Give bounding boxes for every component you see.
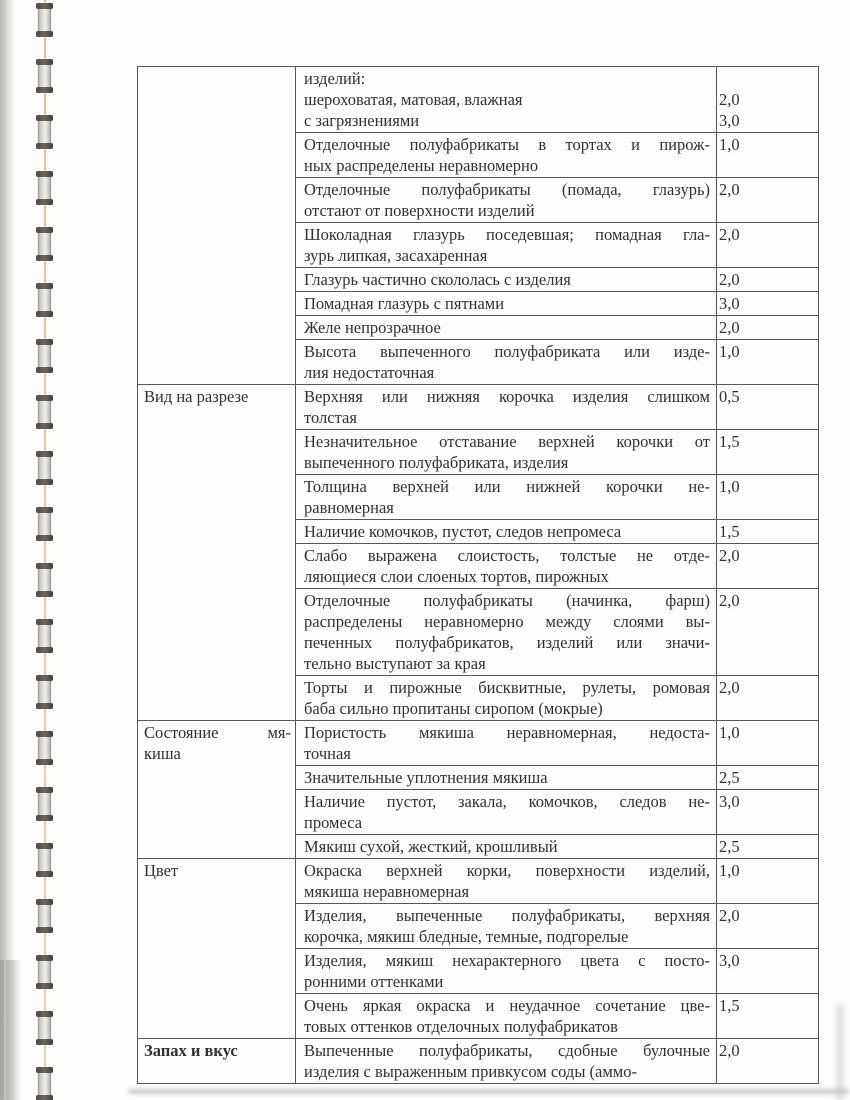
- scan-right-streak: [836, 1005, 844, 1100]
- defect-description-cell: [296, 67, 717, 133]
- binding-ring: [38, 845, 51, 875]
- category-cell-empty: [138, 67, 296, 385]
- binding-ring: [38, 677, 51, 707]
- category-label: киша: [144, 744, 181, 763]
- points-value: 1,0: [719, 723, 740, 742]
- defect-description-cell: [296, 133, 717, 178]
- defect-description-cell: [296, 676, 717, 721]
- desc-line: Отделочные полуфабрикаты в тортах и пирож-: [304, 135, 710, 154]
- points-value: 3,0: [719, 951, 740, 970]
- desc-line: выпеченного полуфабриката, изделия: [304, 453, 569, 472]
- points-cell: [717, 340, 819, 385]
- category-cell: [138, 385, 296, 721]
- desc-line: ных распределены неравномерно: [304, 156, 539, 175]
- desc-line: Изделия, выпеченные полуфабрикаты, верхняя: [304, 906, 710, 925]
- points-cell: [717, 835, 819, 859]
- binding-ring: [38, 621, 51, 651]
- desc-line: тельно выступают за края: [304, 654, 486, 673]
- points-cell: [717, 67, 819, 133]
- desc-line: распределены неравномерно между слоями вы-: [304, 612, 710, 631]
- desc-line: шероховатая, матовая, влажная: [304, 90, 523, 109]
- points-cell: [717, 544, 819, 589]
- points-value: 3,0: [719, 792, 740, 811]
- table-row: [138, 721, 819, 766]
- desc-line: Очень яркая окраска и неудачное сочетание цве-: [304, 996, 710, 1015]
- table-row: [138, 67, 819, 133]
- binding-ring: [38, 901, 51, 931]
- category-cell: [138, 859, 296, 1039]
- binding-ring: [38, 229, 51, 259]
- points-value: 2,5: [719, 837, 740, 856]
- points-cell: [717, 721, 819, 766]
- desc-line: Выпеченные полуфабрикаты, сдобные булочные: [304, 1041, 710, 1060]
- desc-line: Глазурь частично скололась с изделия: [304, 270, 571, 289]
- points-value: 1,0: [719, 477, 740, 496]
- points-value: 1,5: [719, 432, 740, 451]
- defect-description-cell: [296, 904, 717, 949]
- defect-description-cell: [296, 589, 717, 676]
- table-region: [137, 66, 820, 1093]
- points-cell: [717, 790, 819, 835]
- desc-line: с загрязнениями: [304, 111, 420, 130]
- points-cell: [717, 949, 819, 994]
- desc-line: толстая: [304, 408, 357, 427]
- points-cell: [717, 292, 819, 316]
- points-value: 3,0: [719, 111, 740, 130]
- desc-line: Значительные уплотнения мякиша: [304, 768, 548, 787]
- points-cell: [717, 994, 819, 1039]
- binding-ring: [38, 173, 51, 203]
- points-cell: [717, 133, 819, 178]
- desc-line: Помадная глазурь с пятнами: [304, 294, 505, 313]
- desc-line: Торты и пирожные бисквитные, рулеты, ромовая: [304, 678, 710, 697]
- defect-description-cell: [296, 790, 717, 835]
- desc-line: Желе непрозрачное: [304, 318, 441, 337]
- binding-ring: [38, 397, 51, 427]
- binding-ring: [38, 117, 51, 147]
- desc-line: баба сильно пропитаны сиропом (мокрые): [304, 699, 603, 718]
- points-cell: [717, 430, 819, 475]
- desc-line: Незначительное отставание верхней корочки от: [304, 432, 710, 451]
- category-label: Вид на разрезе: [144, 387, 249, 406]
- binding-ring: [38, 733, 51, 763]
- points-cell: [717, 589, 819, 676]
- defect-description-cell: [296, 223, 717, 268]
- table-row: [138, 859, 819, 904]
- points-cell: [717, 178, 819, 223]
- points-cell: [717, 1039, 819, 1084]
- desc-line: отстают от поверхности изделий: [304, 201, 535, 220]
- desc-line: Верхняя или нижняя корочка изделия слишком: [304, 387, 710, 406]
- desc-line: изделий:: [304, 69, 366, 88]
- points-value: 2,0: [719, 1041, 740, 1060]
- desc-line: Шоколадная глазурь поседевшая; помадная гла-: [304, 225, 710, 244]
- scan-bottom-edge-shadow: [128, 1089, 850, 1094]
- binding-ring: [38, 565, 51, 595]
- points-value: 0,5: [719, 387, 740, 406]
- points-value: 2,0: [719, 180, 740, 199]
- table-row: [138, 385, 819, 430]
- points-value: 2,0: [719, 906, 740, 925]
- defect-description-cell: [296, 544, 717, 589]
- desc-line: мякиша неравномерная: [304, 882, 470, 901]
- points-cell: [717, 316, 819, 340]
- category-label: Цвет: [144, 861, 179, 880]
- desc-line: Отделочные полуфабрикаты (помада, глазурь): [304, 180, 710, 199]
- defect-description-cell: [296, 520, 717, 544]
- points-value: 1,0: [719, 135, 740, 154]
- points-cell: [717, 475, 819, 520]
- desc-line: зурь липкая, засахаренная: [304, 246, 488, 265]
- binding-ring: [38, 61, 51, 91]
- binding-ring: [38, 1013, 51, 1043]
- defect-description-cell: [296, 1039, 717, 1084]
- defect-description-cell: [296, 721, 717, 766]
- category-cell: [138, 721, 296, 859]
- points-value: 2,0: [719, 318, 740, 337]
- binding-ring: [38, 957, 51, 987]
- points-value: 3,0: [719, 294, 740, 313]
- points-value: 2,5: [719, 768, 740, 787]
- points-value: 1,5: [719, 996, 740, 1015]
- defect-description-cell: [296, 766, 717, 790]
- desc-line: ронними оттенками: [304, 972, 444, 991]
- points-blank-line: [719, 68, 816, 89]
- binding-ring: [38, 509, 51, 539]
- desc-line: Отделочные полуфабрикаты (начинка, фарш): [304, 591, 710, 610]
- desc-line: равномерная: [304, 498, 394, 517]
- points-value: 1,5: [719, 522, 740, 541]
- binding-ring: [38, 1069, 51, 1099]
- points-cell: [717, 385, 819, 430]
- desc-line: Мякиш сухой, жесткий, крошливый: [304, 837, 558, 856]
- defect-description-cell: [296, 385, 717, 430]
- category-label: Запах и вкус: [144, 1041, 238, 1060]
- desc-line: Окраска верхней корки, поверхности изделий,: [304, 861, 710, 880]
- binding-thread: [44, 0, 46, 1100]
- desc-line: Высота выпеченного полуфабриката или изде-: [304, 342, 710, 361]
- desc-line: Изделия, мякиш нехарактерного цвета с посто-: [304, 951, 710, 970]
- quality-defects-table: [137, 66, 819, 1084]
- desc-line: Пористость мякиша неравномерная, недоста-: [304, 723, 710, 742]
- defect-description-cell: [296, 994, 717, 1039]
- binding-ring: [38, 453, 51, 483]
- desc-line: точная: [304, 744, 351, 763]
- defect-description-cell: [296, 178, 717, 223]
- desc-line: Наличие комочков, пустот, следов непромеса: [304, 522, 622, 541]
- defect-description-cell: [296, 430, 717, 475]
- defect-description-cell: [296, 949, 717, 994]
- defect-description-cell: [296, 475, 717, 520]
- category-label: Состояние мя-: [144, 723, 291, 742]
- desc-line: Толщина верхней или нижней корочки не-: [304, 477, 710, 496]
- points-value: 2,0: [719, 225, 740, 244]
- points-cell: [717, 520, 819, 544]
- desc-line: печенных полуфабрикатов, изделий или значи-: [304, 633, 710, 652]
- desc-line: товых оттенков отделочных полуфабрикатов: [304, 1017, 618, 1036]
- defect-description-cell: [296, 268, 717, 292]
- desc-line: лия недостаточная: [304, 363, 435, 382]
- desc-line: ляющиеся слои слоеных тортов, пирожных: [304, 567, 609, 586]
- desc-line: корочка, мякиш бледные, темные, подгорелые: [304, 927, 629, 946]
- points-value: 2,0: [719, 90, 740, 109]
- points-cell: [717, 676, 819, 721]
- desc-line: изделия с выраженным привкусом соды (аммо-: [304, 1062, 637, 1081]
- points-value: 2,0: [719, 591, 740, 610]
- points-cell: [717, 904, 819, 949]
- defect-description-cell: [296, 859, 717, 904]
- table-row: [138, 1039, 819, 1084]
- points-value: 2,0: [719, 270, 740, 289]
- binding-ring: [38, 341, 51, 371]
- points-value: 2,0: [719, 678, 740, 697]
- defect-description-cell: [296, 316, 717, 340]
- defect-description-cell: [296, 340, 717, 385]
- binding-ring: [38, 285, 51, 315]
- spiral-binding: [0, 0, 70, 1100]
- defect-description-cell: [296, 835, 717, 859]
- points-value: 1,0: [719, 342, 740, 361]
- category-cell: [138, 1039, 296, 1084]
- points-cell: [717, 766, 819, 790]
- points-cell: [717, 859, 819, 904]
- binding-ring: [38, 5, 51, 35]
- binding-ring: [38, 789, 51, 819]
- points-cell: [717, 223, 819, 268]
- desc-line: Слабо выражена слоистость, толстые не отде-: [304, 546, 710, 565]
- defect-description-cell: [296, 292, 717, 316]
- points-value: 2,0: [719, 546, 740, 565]
- points-cell: [717, 268, 819, 292]
- desc-line: Наличие пустот, закала, комочков, следов не-: [304, 792, 710, 811]
- points-value: 1,0: [719, 861, 740, 880]
- desc-line: промеса: [304, 813, 363, 832]
